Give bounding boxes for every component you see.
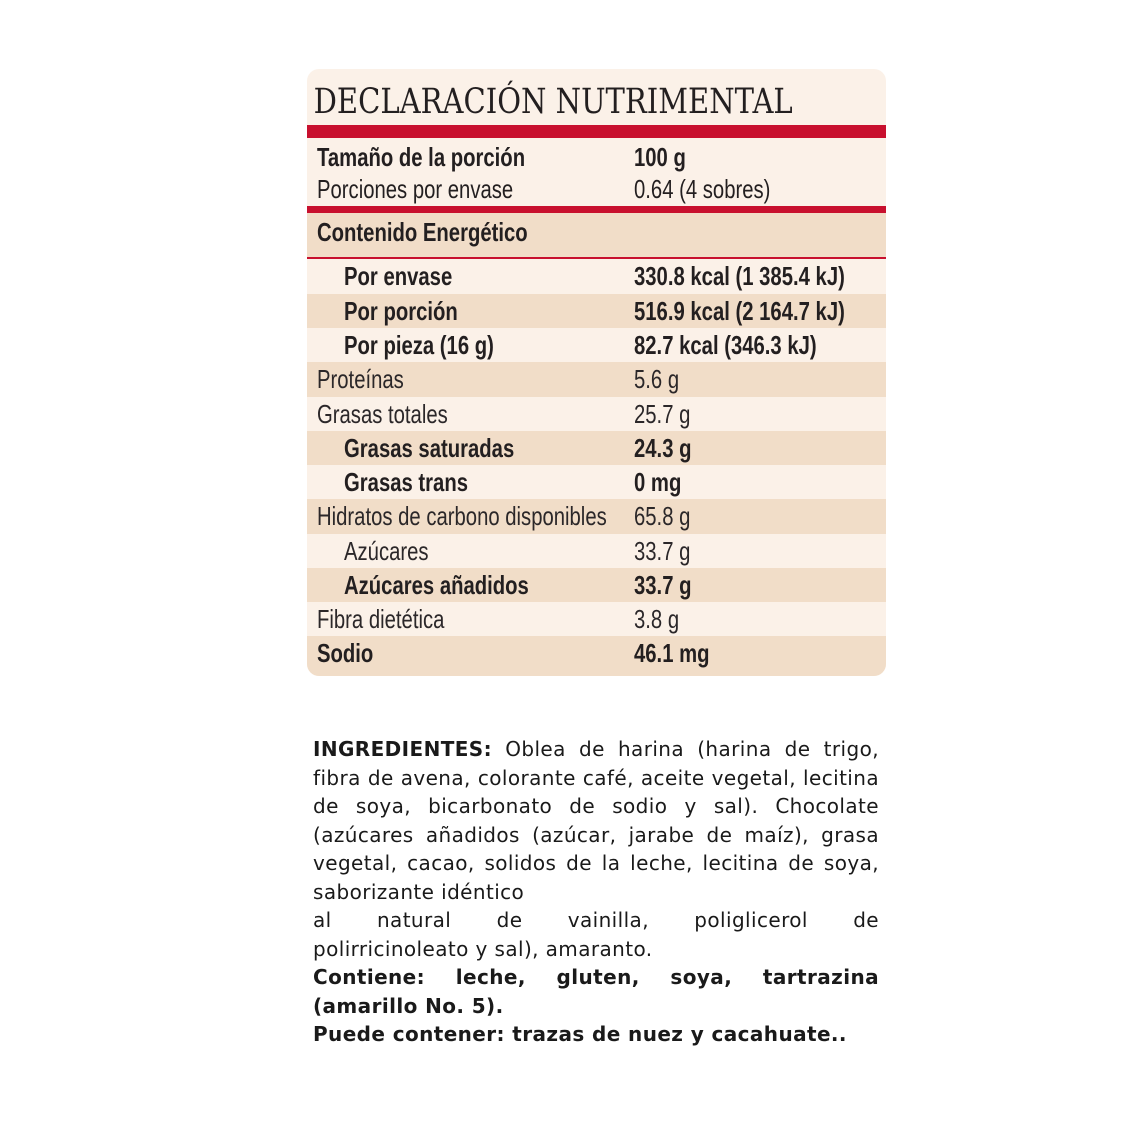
ingredients-heading: INGREDIENTES: bbox=[313, 737, 493, 761]
row-azucares-anadidos: Azúcares añadidos 33.7 g bbox=[307, 568, 886, 602]
nutrition-title: DECLARACIÓN NUTRIMENTAL bbox=[313, 82, 793, 122]
row-sodio: Sodio 46.1 mg bbox=[307, 636, 886, 676]
ingredients-text-line: al natural de vainilla, poliglicerol de bbox=[313, 908, 879, 932]
ingredients-text: Oblea de harina (harina de trigo, fibra de avena, colorante café, aceite vegetal, lecitina de soya, bicarbonato de sodio y sal). Chocolate (azúcares añadidos (azúcar, jarabe de maíz), grasa vegetal, cacao, solidos de la leche, lecitina de soya, saborizante idéntico bbox=[313, 737, 879, 904]
red-divider-top bbox=[307, 125, 886, 138]
row-por-porcion: Por porción 516.9 kcal (2 164.7 kJ) bbox=[307, 294, 886, 328]
row-hidratos: Hidratos de carbono disponibles 65.8 g bbox=[307, 499, 886, 534]
may-contain-statement: Puede contener: trazas de nuez y cacahuate.. bbox=[313, 1022, 847, 1046]
ingredients-paragraph bbox=[313, 735, 879, 906]
row-grasas-trans: Grasas trans 0 mg bbox=[307, 465, 886, 499]
serving-size-value: 100 g bbox=[634, 142, 686, 172]
ingredients-text-end: polirricinoleato y sal), amaranto. bbox=[313, 936, 653, 961]
row-azucares: Azúcares 33.7 g bbox=[307, 534, 886, 568]
nutrition-facts-panel bbox=[307, 69, 886, 676]
serving-size-label: Tamaño de la porción bbox=[317, 142, 526, 172]
energy-header bbox=[307, 213, 886, 257]
servings-label: Porciones por envase bbox=[317, 174, 514, 204]
row-por-pieza: Por pieza (16 g) 82.7 kcal (346.3 kJ) bbox=[307, 328, 886, 362]
ingredients-block bbox=[313, 735, 879, 1049]
row-por-envase: Por envase 330.8 kcal (1 385.4 kJ) bbox=[307, 259, 886, 294]
energy-header-label: Contenido Energético bbox=[317, 217, 528, 247]
row-grasas-totales: Grasas totales 25.7 g bbox=[307, 397, 886, 431]
row-proteinas: Proteínas 5.6 g bbox=[307, 362, 886, 397]
row-fibra: Fibra dietética 3.8 g bbox=[307, 602, 886, 636]
red-divider-serving bbox=[307, 206, 886, 213]
servings-value: 0.64 (4 sobres) bbox=[634, 174, 771, 204]
row-grasas-saturadas: Grasas saturadas 24.3 g bbox=[307, 431, 886, 465]
contains-statement: Contiene: leche, gluten, soya, tartrazina (amarillo No. 5). bbox=[313, 965, 879, 1018]
